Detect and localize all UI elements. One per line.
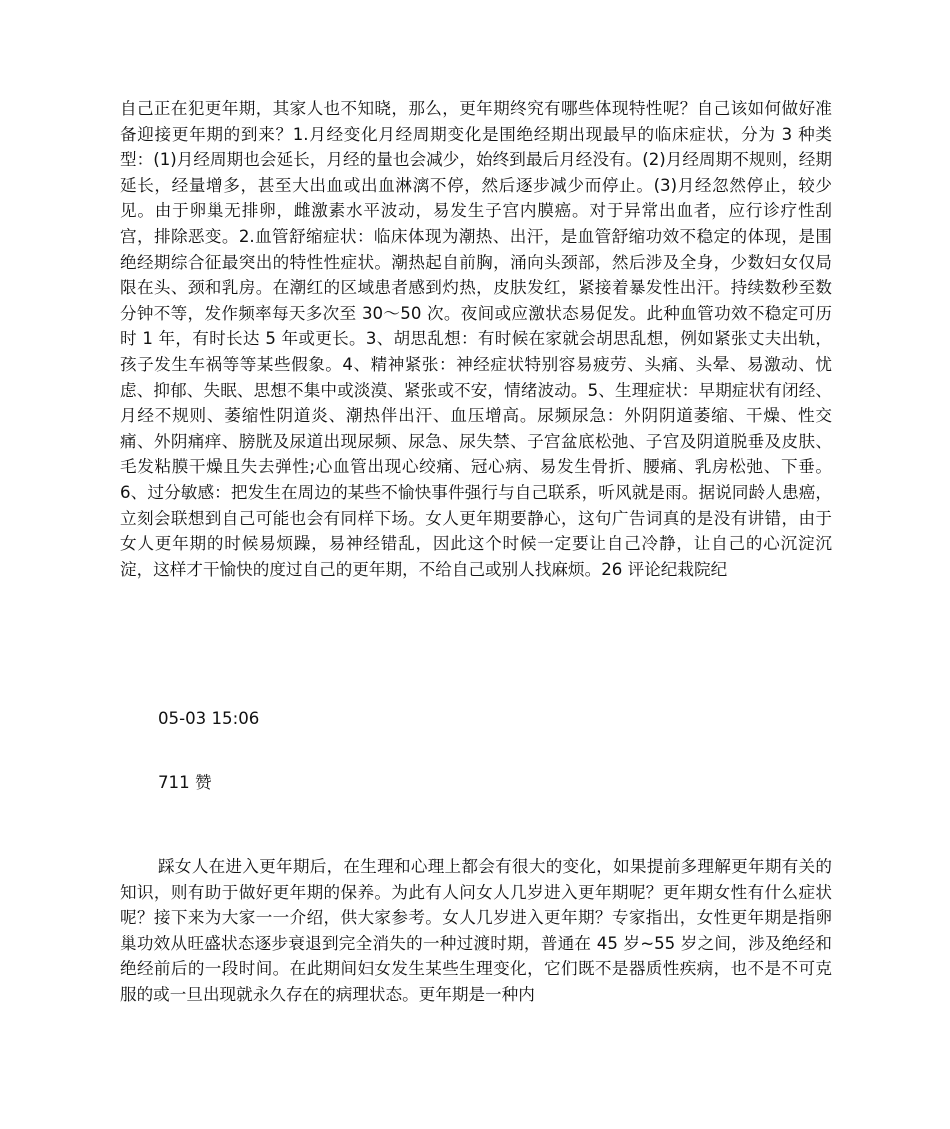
next-post-body-paragraph: 踩女人在进入更年期后，在生理和心理上都会有很大的变化，如果提前多理解更年期有关的知识，则有助于做好更年期的保养。为此有人问女人几岁进入更年期呢？更年期女性有什么症状呢？接下来为大家一一介绍，供大家参考。女人几岁进入更年期？专家指出，女性更年期是指卵巢功效从旺盛状态逐步衰退到完全消失的一种过渡时期，普通在 45 岁~55 岁之间，涉及绝经和绝经前后的一段时间。在此期间妇女发生某些生理变化，它们既不是器质性疾病，也不是不可克服的或一旦出现就永久存在的病理状态。更年期是一种内 bbox=[120, 857, 832, 1004]
post-body-paragraph: 自己正在犯更年期，其家人也不知晓，那么，更年期终究有哪些体现特性呢？自己该如何做好准备迎接更年期的到来？1.月经变化月经周期变化是围绝经期出现最早的临床症状，分为 3 种类型：(1)月经周期也会延长，月经的量也会减少，始终到最后月经没有。(2)月经周期不规则，经期延长，经量增多，甚至大出血或出血淋漓不停，然后逐步减少而停止。(3)月经忽然停止，较少见。由于卵巢无排卵，雌激素水平波动，易发生子宫内膜癌。对于异常出血者，应行诊疗性刮宫，排除恶变。2.血管舒缩症状：临床体现为潮热、出汗，是血管舒缩功效不稳定的体现，是围绝经期综合征最突出的特性性症状。潮热起自前胸，涌向头颈部，然后涉及全身，少数妇女仅局限在头、颈和乳房。在潮红的区域患者感到灼热，皮肤发红，紧接着暴发性出汗。持续数秒至数分钟不等，发作频率每天多次至 30～50 次。夜间或应激状态易促发。此种血管功效不稳定可历时 1 年，有时长达 5 年或更长。3、胡思乱想：有时候在家就会胡思乱想，例如紧张丈夫出轨，孩子发生车祸等等某些假象。4、精神紧张：神经症状特别容易疲劳、头痛、头晕、易激动、忧虑、抑郁、失眠、思想不集中或淡漠、紧张或不安，情绪波动。5、生理症状：早期症状有闭经、月经不规则、萎缩性阴道炎、潮热伴出汗、血压增高。尿频尿急：外阴阴道萎缩、干燥、性交痛、外阴痛痒、膀胱及尿道出现尿频、尿急、尿失禁、子宫盆底松弛、子宫及阴道脱垂及皮肤、毛发粘膜干燥且失去弹性;心血管出现心绞痛、冠心病、易发生骨折、腰痛、乳房松弛、下垂。6、过分敏感：把发生在周边的某些不愉快事件强行与自己联系，听风就是雨。据说同龄人患癌，立刻会联想到自己可能也会有同样下场。女人更年期要静心，这句广告词真的是没有讲错，由于女人更年期的时候易烦躁，易神经错乱，因此这个时候一定要让自己冷静，让自己的心沉淀沉淀，这样才干愉快的度过自己的更年期，不给自己或别人找麻烦。26 评论纪栽院纪 bbox=[120, 99, 832, 579]
post-timestamp: 05-03 15:06 bbox=[158, 709, 260, 728]
post-likes-count: 711 赞 bbox=[158, 773, 212, 792]
